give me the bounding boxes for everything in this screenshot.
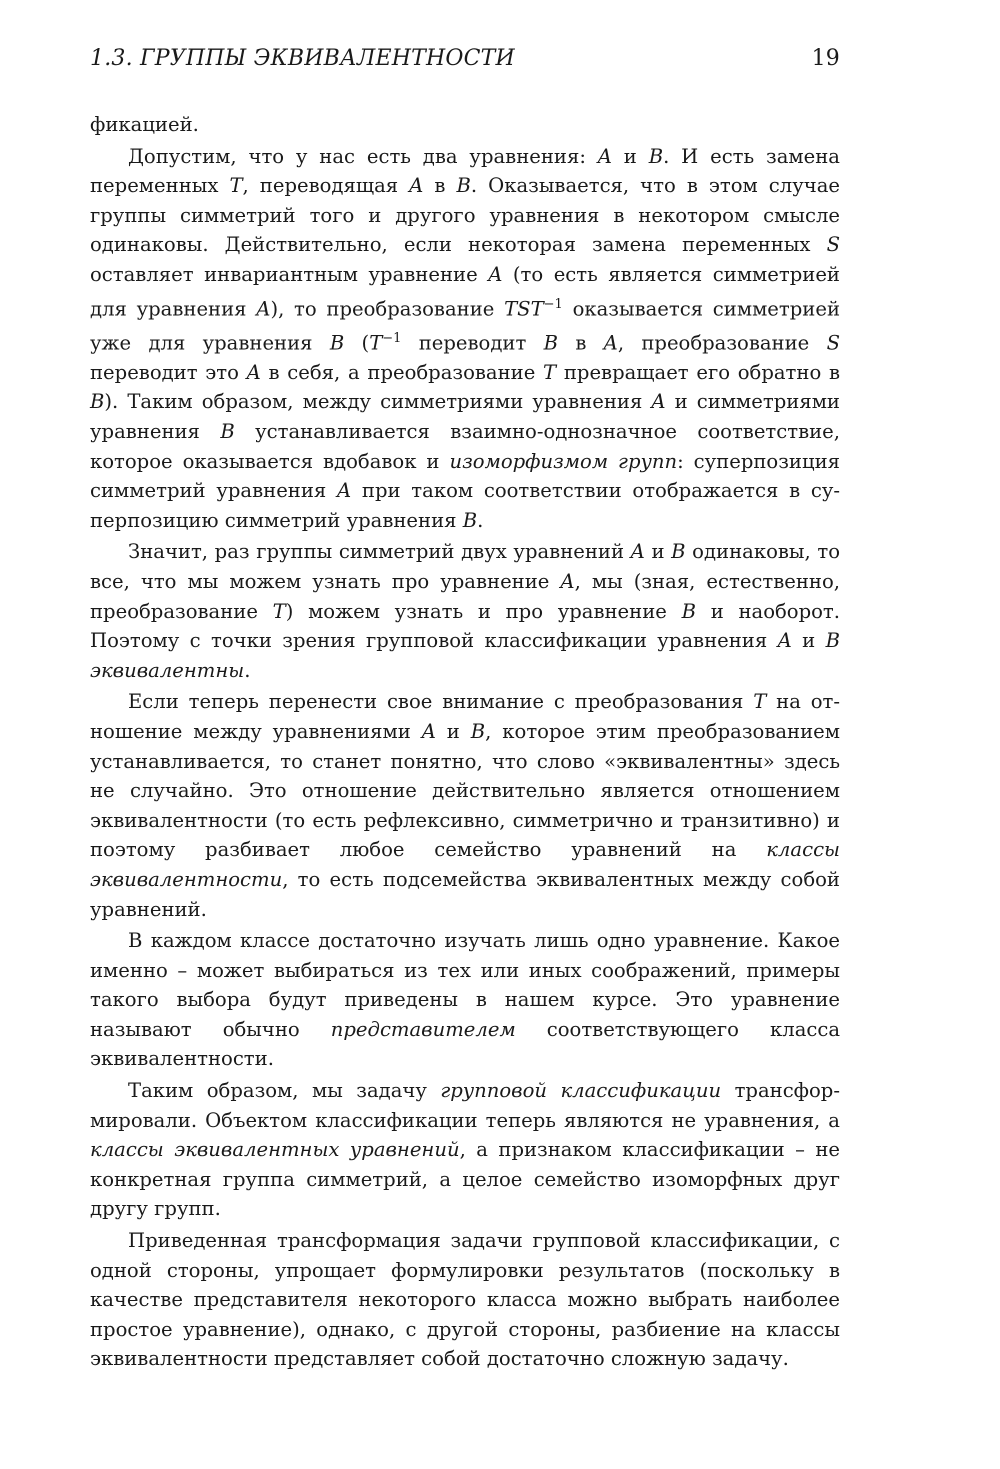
text-run: и bbox=[435, 719, 471, 743]
text-run: (то есть является симметрией для уравнения bbox=[90, 262, 840, 321]
text-run: устанавливается взаимно-однозначное соответствие, которое оказывается вдобавок и bbox=[90, 420, 840, 473]
emphasized-term: групповой классификации bbox=[440, 1079, 722, 1103]
math-symbol: A bbox=[337, 479, 352, 503]
text-run: Если теперь перенести свое внимание с преобразования bbox=[128, 690, 754, 714]
paragraph bbox=[90, 1076, 840, 1224]
chapter-title: 1.3. ГРУППЫ ЭКВИВАЛЕНТНОСТИ bbox=[90, 46, 515, 71]
paragraph bbox=[90, 537, 840, 685]
text-run: фикацией. bbox=[90, 113, 199, 136]
math-symbol: B bbox=[648, 144, 664, 168]
math-symbol: B bbox=[470, 719, 486, 743]
text-run: : суперпозиция симметрий уравнения bbox=[90, 449, 840, 503]
text-run: , мы (зная, естественно, преобразование bbox=[90, 569, 840, 623]
paragraph bbox=[90, 687, 840, 924]
page-number: 19 bbox=[811, 46, 840, 71]
text-run: . Оказывается, что в этом случае группы симметрий того и другого уравнения в некотором смысле одинаковы. Действительно, если некоторая замена переменных bbox=[90, 174, 840, 257]
math-symbol: B bbox=[329, 331, 345, 355]
text-run: . bbox=[244, 658, 251, 682]
paragraph bbox=[90, 926, 840, 1074]
math-symbol: T bbox=[272, 599, 286, 623]
math-symbol: A bbox=[246, 360, 261, 384]
math-symbol: A bbox=[560, 569, 575, 593]
math-symbol: B bbox=[671, 540, 686, 564]
text-run: и наоборот. Поэтому с точки зрения групповой классификации уравнения bbox=[90, 599, 840, 653]
text-run: на отношение между уравнениями bbox=[90, 690, 840, 743]
math-symbol: A bbox=[651, 390, 666, 414]
text-run: В каждом классе достаточно изучать лишь одно уравнение. Какое именно – может выбираться из тех или иных соображений, примеры такого выбора будут приведены в нашем курсе. Это уравнение называют обычно bbox=[90, 929, 840, 1041]
math-symbol: A bbox=[777, 629, 792, 653]
text-run: Допустим, что у нас есть два уравнения: bbox=[128, 144, 598, 168]
math-symbol: A bbox=[488, 262, 503, 286]
text-run: и bbox=[611, 144, 649, 168]
math-symbol: B bbox=[825, 629, 840, 653]
text-run: соответствующего класса эквивалентности. bbox=[90, 1017, 841, 1071]
text-run: в bbox=[558, 331, 604, 355]
text-run: и симметриями уравнения bbox=[90, 390, 840, 443]
math-symbol: T bbox=[543, 360, 557, 384]
text-body bbox=[90, 110, 840, 1374]
math-symbol: B bbox=[462, 508, 478, 532]
paragraph bbox=[90, 142, 840, 536]
math-symbol: B bbox=[90, 390, 105, 414]
math-symbol: A bbox=[256, 297, 271, 321]
text-run: и bbox=[791, 629, 826, 653]
math-symbol: T bbox=[753, 690, 767, 714]
paragraph bbox=[90, 110, 840, 140]
math-symbol: A bbox=[630, 540, 645, 564]
text-run: , которое этим преобразованием устанавливается, то станет понятно, что слово «эквивалентны» здесь не случайно. Это отношение действительно является отношением эквивалентности (то есть рефлексивно, симметрично и транзитивно) и поэтому разбивает любое семейство уравнений на bbox=[90, 719, 840, 862]
text-run: переводит это bbox=[90, 360, 247, 384]
text-run: Приведенная трансформация задачи групповой классификации, с одной стороны, упрощает формулировки результатов (поскольку в качестве представителя некоторого класса можно выбрать наиболее простое уравнение), однако, с другой стороны, разбиение на классы эквивалентности представляет собой достаточно сложную задачу. bbox=[90, 1229, 840, 1371]
text-run: . bbox=[477, 508, 484, 532]
book-page bbox=[90, 40, 840, 1374]
math-superscript: −1 bbox=[382, 330, 402, 346]
text-run: ) можем узнать и про уравнение bbox=[285, 599, 682, 623]
text-run: в себя, а преобразование bbox=[260, 360, 544, 384]
math-symbol: B bbox=[543, 331, 559, 355]
math-symbol: B bbox=[456, 174, 471, 198]
paragraph bbox=[90, 1226, 840, 1374]
text-run: , переводящая bbox=[242, 174, 410, 198]
text-run: трансформировали. Объектом классификации теперь являются не уравнения, а bbox=[90, 1079, 840, 1132]
text-run: оказывается симметрией уже для уравнения bbox=[90, 297, 841, 355]
text-run: при таком соответствии отображается в суперпозицию симметрий уравнения bbox=[90, 479, 840, 532]
math-symbol: T bbox=[369, 331, 383, 355]
text-run: . И есть замена переменных bbox=[90, 144, 840, 198]
text-run: , а признаком классификации – не конкретная группа симметрий, а целое семейство изоморфных друг другу групп. bbox=[90, 1138, 840, 1221]
text-run: переводит bbox=[401, 331, 544, 355]
text-run: ( bbox=[344, 331, 370, 355]
text-run: Таким образом, мы задачу bbox=[128, 1079, 441, 1103]
text-run: ). Таким образом, между симметриями уравнения bbox=[104, 390, 652, 414]
math-symbol: S bbox=[826, 331, 840, 355]
math-symbol: T bbox=[229, 174, 243, 198]
math-symbol: A bbox=[597, 144, 612, 168]
running-head bbox=[90, 40, 840, 80]
math-superscript: −1 bbox=[543, 296, 563, 312]
emphasized-term: классы эквивалентных уравнений bbox=[90, 1138, 460, 1162]
text-run: и bbox=[644, 540, 672, 564]
math-symbol: B bbox=[681, 599, 696, 623]
text-run: одинаковы, то все, что мы можем узнать про уравнение bbox=[90, 540, 840, 593]
math-symbol: A bbox=[409, 174, 424, 198]
math-symbol: A bbox=[421, 719, 436, 743]
text-run: оставляет инвариантным уравнение bbox=[90, 262, 489, 286]
text-run: ), то преобразование bbox=[270, 297, 505, 321]
emphasized-term: классы эквивалентности bbox=[90, 838, 840, 891]
math-symbol: TST bbox=[504, 297, 544, 321]
text-run: превращает его обратно в bbox=[556, 360, 841, 384]
text-run: , то есть подсемейства эквивалентных между собой уравнений. bbox=[90, 867, 840, 921]
text-run: Значит, раз группы симметрий двух уравнений bbox=[128, 540, 631, 564]
emphasized-term: эквивалентны bbox=[90, 658, 245, 682]
text-run: , преобразование bbox=[617, 331, 827, 355]
math-symbol: S bbox=[826, 233, 840, 257]
math-symbol: A bbox=[603, 331, 618, 355]
emphasized-term: представителем bbox=[330, 1017, 516, 1041]
math-symbol: B bbox=[220, 420, 235, 443]
emphasized-term: изоморфизмом групп bbox=[449, 449, 678, 473]
text-run: в bbox=[423, 174, 457, 198]
